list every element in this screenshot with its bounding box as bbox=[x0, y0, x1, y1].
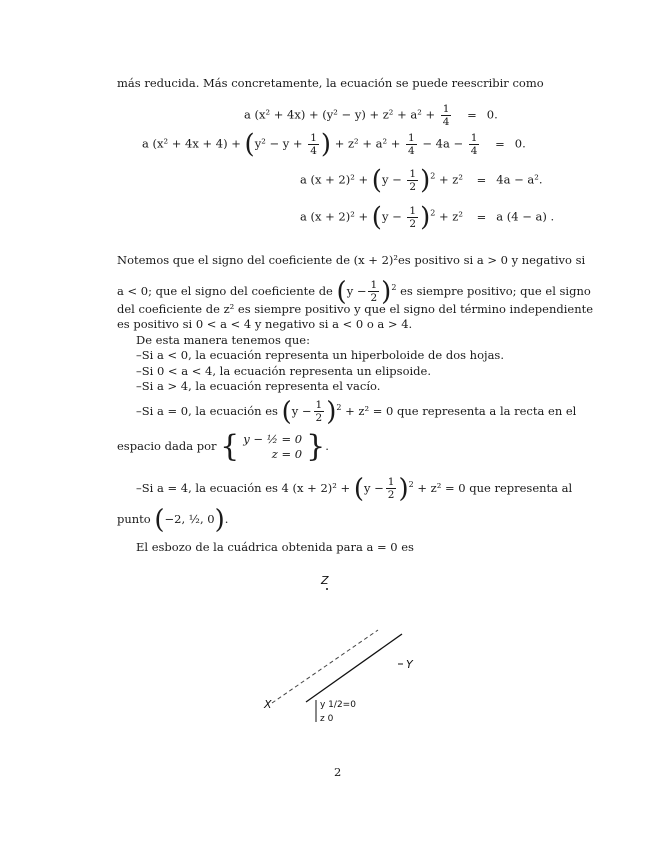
para1-line2a: a < 0; que el signo del coeficiente de bbox=[117, 283, 333, 298]
eq3-lhs-c: + z² bbox=[435, 172, 463, 187]
case-5d: punto bbox=[117, 512, 151, 526]
case-4c: + z² = 0 que representa a la recta en el bbox=[345, 403, 577, 418]
paren-close: ) bbox=[320, 129, 332, 160]
case-4d: espacio dada por bbox=[117, 439, 217, 453]
frac-num: 1 bbox=[370, 279, 378, 292]
eq3-lhs-b: y − bbox=[381, 172, 406, 187]
frac-den: 4 bbox=[408, 145, 415, 157]
exponent: 2 bbox=[391, 283, 397, 292]
frac-num: 1 bbox=[315, 399, 323, 412]
para1-line4: es positivo si 0 < a < 4 y negativo si a < 0 o a > 4. bbox=[117, 317, 413, 331]
eq1-equals: = bbox=[467, 107, 477, 122]
exponent: 2 bbox=[336, 403, 342, 412]
eq4-lhs-c: + z² bbox=[435, 209, 463, 224]
system-row-1: y − ½ = 0 bbox=[243, 432, 303, 446]
frac-den: 2 bbox=[315, 412, 323, 425]
page-number: 2 bbox=[334, 765, 342, 779]
eq1-rhs: 0. bbox=[486, 107, 498, 122]
paren-open: ( bbox=[281, 396, 292, 427]
para1-line1: Notemos que el signo del coeficiente de (x + 2)²es positivo si a > 0 y negativo si bbox=[117, 253, 586, 267]
case-2: –Si 0 < a < 4, la ecuación representa un elipsoide. bbox=[136, 364, 431, 378]
eq4-rhs: a (4 − a) . bbox=[496, 209, 555, 224]
paren-close: ) bbox=[398, 473, 409, 504]
case-1: –Si a < 0, la ecuación representa un hiperboloide de dos hojas. bbox=[136, 348, 504, 362]
paren-close: ) bbox=[420, 202, 431, 233]
eq2-lhs-a: a (x² + 4x + 4) + bbox=[142, 136, 245, 151]
eq3-rhs: 4a − a². bbox=[496, 172, 543, 187]
eq4-lhs-b: y − bbox=[381, 209, 406, 224]
para1-line3: del coeficiente de z² es siempre positivo y que el signo del término independiente bbox=[117, 302, 594, 316]
frac-num: 1 bbox=[409, 168, 417, 180]
case-5c: + z² = 0 que representa al bbox=[417, 480, 573, 495]
z-axis-dot bbox=[326, 588, 328, 590]
intro-text: más reducida. Más concretamente, la ecuación se puede reescribir como bbox=[117, 76, 544, 90]
paren-close: ) bbox=[420, 165, 431, 196]
paren-open: ( bbox=[371, 165, 382, 196]
case-5-point: punto (−2, ½, 0). bbox=[117, 505, 229, 535]
exponent: 2 bbox=[430, 171, 436, 181]
paren-open: ( bbox=[154, 505, 165, 535]
exponent: 2 bbox=[408, 480, 414, 489]
system-row-2: z = 0 bbox=[271, 447, 303, 461]
x-axis-dashed bbox=[272, 630, 378, 703]
figure-system-z: z 0 bbox=[320, 714, 334, 724]
sketch-intro: El esbozo de la cuádrica obtenida para a = 0 es bbox=[136, 540, 414, 554]
frac-den: 4 bbox=[470, 145, 478, 157]
eq2-lhs-b: y² − y + bbox=[254, 136, 307, 151]
frac-num: 1 bbox=[442, 103, 450, 115]
point-coords: −2, ½, 0 bbox=[164, 512, 215, 526]
frac-num: 1 bbox=[409, 205, 417, 217]
eq2-lhs-c: + z² + a² + bbox=[331, 136, 405, 151]
paren-close: ) bbox=[214, 505, 225, 535]
eq1-lhs: a (x² + 4x) + (y² − y) + z² + a² + bbox=[244, 107, 439, 122]
brace-close: } bbox=[306, 429, 326, 464]
frac-num: 1 bbox=[310, 132, 317, 144]
case-4b: y − bbox=[291, 403, 312, 418]
para1-line2b: y − bbox=[346, 283, 367, 298]
eq4-lhs-a: a (x + 2)² + bbox=[300, 209, 372, 224]
y-axis-label: Y bbox=[406, 658, 413, 671]
eq3-equals: = bbox=[476, 172, 487, 187]
brace-open: { bbox=[220, 429, 240, 464]
exponent: 2 bbox=[430, 208, 436, 218]
paren-close: ) bbox=[326, 396, 337, 427]
eq4-equals: = bbox=[476, 209, 487, 224]
case-4a: –Si a = 0, la ecuación es bbox=[136, 403, 278, 418]
case-3: –Si a > 4, la ecuación representa el vacío. bbox=[136, 379, 381, 393]
frac-den: 2 bbox=[409, 181, 417, 193]
paren-open: ( bbox=[353, 473, 364, 504]
frac-den: 2 bbox=[409, 218, 417, 230]
frac-den: 4 bbox=[310, 145, 317, 157]
frac-num: 1 bbox=[470, 132, 478, 144]
line-solution bbox=[306, 634, 402, 702]
z-axis-label: Z bbox=[321, 574, 329, 587]
eq3-lhs-a: a (x + 2)² + bbox=[300, 172, 372, 187]
case-5b: y − bbox=[363, 480, 384, 495]
eq2-lhs-d: − 4a − bbox=[418, 136, 467, 151]
paren-open: ( bbox=[244, 129, 255, 160]
figure-system-y: y 1/2=0 bbox=[320, 700, 356, 710]
cases-intro: De esta manera tenemos que: bbox=[136, 333, 310, 347]
eq2-equals: = bbox=[495, 136, 505, 151]
x-axis-label: X bbox=[264, 698, 272, 711]
frac-den: 2 bbox=[387, 489, 395, 502]
case-5a: –Si a = 4, la ecuación es 4 (x + 2)² + bbox=[136, 480, 351, 495]
eq2-rhs: 0. bbox=[514, 136, 526, 151]
frac-den: 4 bbox=[442, 116, 450, 128]
case-4-system: espacio dada por { y − ½ = 0 z = 0 }. bbox=[117, 429, 329, 464]
paren-close: ) bbox=[381, 276, 392, 307]
frac-num: 1 bbox=[387, 476, 395, 489]
frac-den: 2 bbox=[370, 292, 378, 305]
para1-line2c: es siempre positivo; que el signo bbox=[400, 283, 591, 298]
paren-open: ( bbox=[371, 202, 382, 233]
frac-num: 1 bbox=[408, 132, 415, 144]
paren-open: ( bbox=[336, 276, 347, 307]
